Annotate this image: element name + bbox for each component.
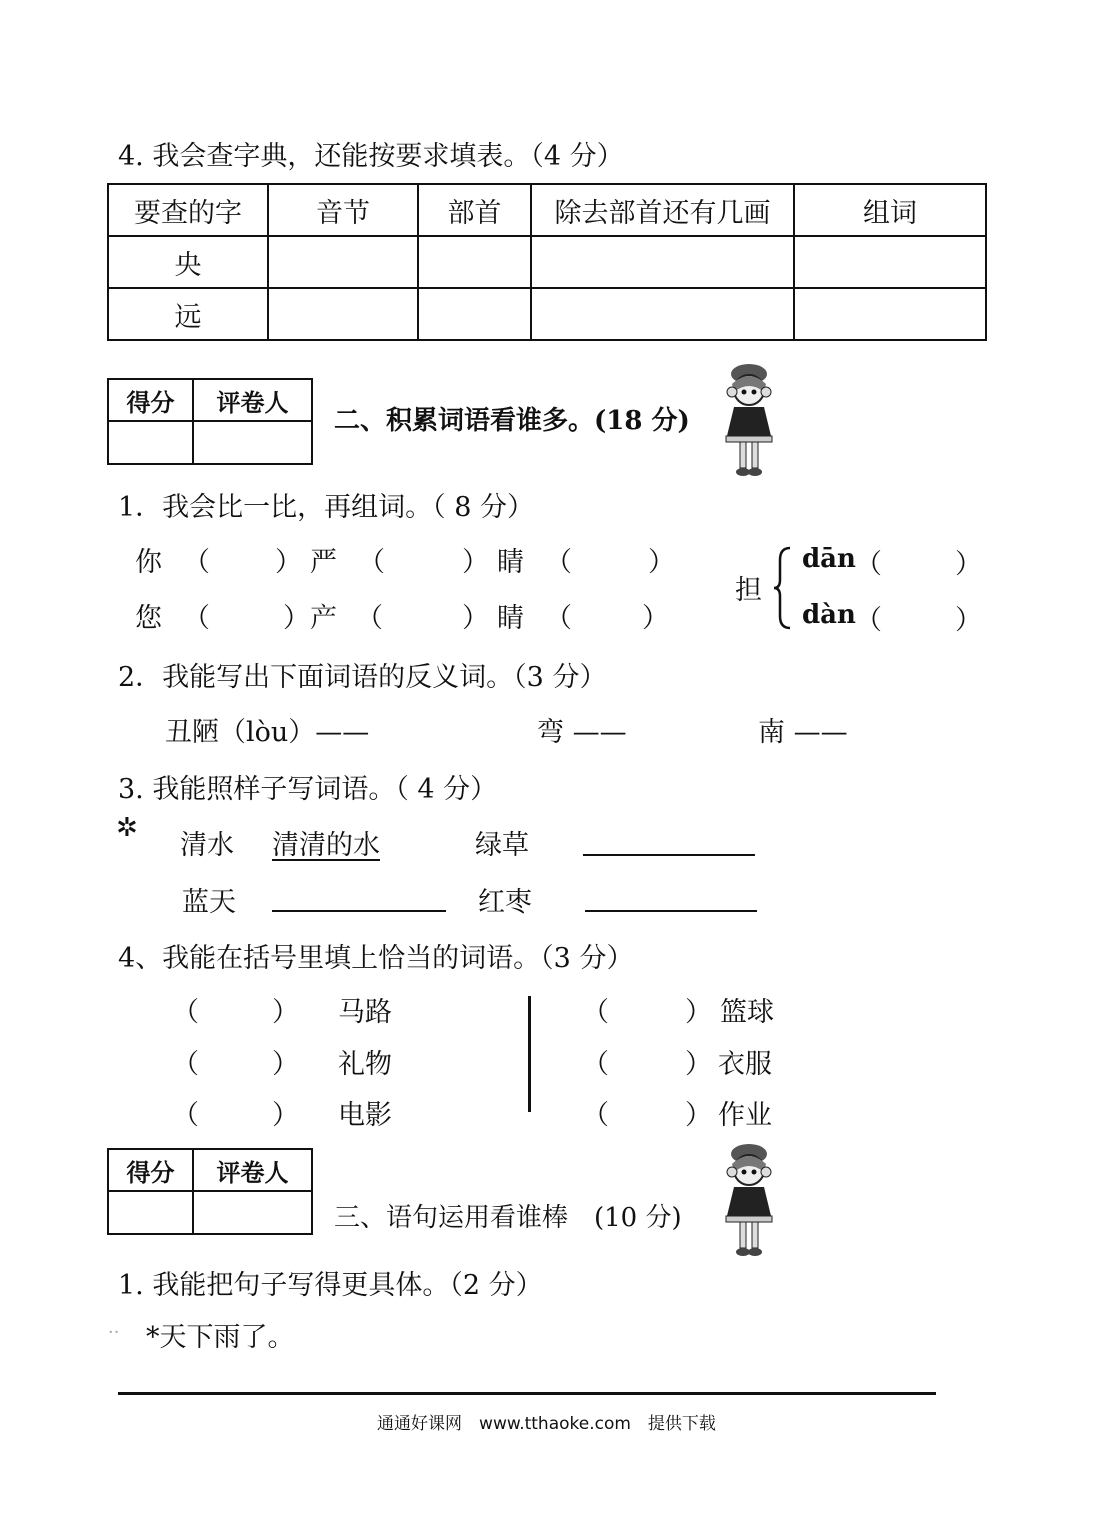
- paren-open: （: [356, 603, 383, 634]
- paren-open: （: [545, 547, 572, 578]
- pattern-word: 蓝天: [182, 887, 236, 918]
- dict-header-syllable: 音节: [268, 184, 418, 236]
- example-answer: 清清的水: [272, 830, 380, 861]
- grader-label: 评卷人: [193, 379, 312, 421]
- paren-close: ）: [272, 997, 299, 1028]
- grader-label: 评卷人: [193, 1149, 312, 1191]
- s2-q2-title: 2．我能写出下面词语的反义词。（3 分）: [118, 662, 607, 693]
- paren-close: ）: [685, 1049, 712, 1080]
- dict-row-char: 远: [108, 288, 268, 340]
- dict-cell-blank[interactable]: [268, 288, 418, 340]
- paren-open: （: [582, 1049, 609, 1080]
- answer-blank[interactable]: [583, 854, 755, 856]
- dict-row-char: 央: [108, 236, 268, 288]
- footer-rule: [118, 1392, 936, 1395]
- pinyin-dan4: dàn: [802, 600, 856, 630]
- antonym-word: 丑陋（lòu）——: [165, 717, 370, 748]
- dict-header-words: 组词: [794, 184, 986, 236]
- paren-close: ）: [642, 603, 669, 634]
- paren-open: （: [183, 547, 210, 578]
- pattern-word: 红枣: [478, 887, 532, 918]
- score-cell[interactable]: [108, 421, 193, 464]
- antonym-word: 弯 ——: [537, 717, 627, 748]
- dict-cell-blank[interactable]: [531, 236, 794, 288]
- paren-open: （: [183, 603, 210, 634]
- s2-q3-title: 3. 我能照样子写词语。（ 4 分）: [118, 774, 498, 805]
- compare-char: 睛: [497, 547, 524, 578]
- paren-open: （: [582, 1100, 609, 1131]
- paren-close: ）: [648, 547, 675, 578]
- dict-cell-blank[interactable]: [531, 288, 794, 340]
- paren-close: ）: [955, 605, 982, 636]
- s3-q1-title: 1. 我能把句子写得更具体。（2 分）: [118, 1270, 543, 1301]
- pattern-word: 绿草: [475, 830, 529, 861]
- fill-word: 篮球: [720, 997, 774, 1028]
- paren-open: （: [172, 1049, 199, 1080]
- paren-close: ）: [283, 603, 310, 634]
- divider: [528, 996, 531, 1112]
- section2-title: 二、积累词语看谁多。(18 分): [334, 406, 690, 436]
- girl-illustration: [714, 362, 784, 482]
- score-box: [107, 378, 313, 465]
- dict-header-char: 要查的字: [108, 184, 268, 236]
- score-label: 得分: [108, 1149, 193, 1191]
- dot-marker: ··: [108, 1322, 120, 1343]
- answer-blank[interactable]: [272, 910, 446, 912]
- polyphone-char: 担: [735, 575, 762, 606]
- sentence: *天下雨了。: [146, 1322, 295, 1353]
- s2-q1-title: 1．我会比一比，再组词。（ 8 分）: [118, 492, 535, 523]
- pinyin-dan1: dān: [802, 544, 856, 574]
- score-cell[interactable]: [108, 1191, 193, 1234]
- fill-word: 礼物: [338, 1049, 392, 1080]
- paren-close: ）: [462, 603, 489, 634]
- paren-close: ）: [272, 1049, 299, 1080]
- compare-char: 睛: [497, 603, 524, 634]
- paren-close: ）: [955, 549, 982, 580]
- paren-open: （: [172, 1100, 199, 1131]
- dict-cell-blank[interactable]: [418, 236, 531, 288]
- grader-cell[interactable]: [193, 421, 312, 464]
- brace-icon: [772, 546, 794, 630]
- paren-open: （: [545, 603, 572, 634]
- fill-word: 作业: [718, 1100, 772, 1131]
- dict-cell-blank[interactable]: [268, 236, 418, 288]
- girl-illustration: [714, 1142, 784, 1262]
- section3-title: 三、语句运用看谁棒 (10 分): [334, 1203, 682, 1233]
- score-label: 得分: [108, 379, 193, 421]
- paren-open: （: [358, 547, 385, 578]
- grader-cell[interactable]: [193, 1191, 312, 1234]
- paren-open: （: [582, 997, 609, 1028]
- dict-cell-blank[interactable]: [794, 236, 986, 288]
- star-icon: ✲: [116, 813, 138, 843]
- compare-char: 严: [310, 547, 337, 578]
- fill-word: 马路: [338, 997, 392, 1028]
- score-box: [107, 1148, 313, 1235]
- paren-close: ）: [272, 1100, 299, 1131]
- compare-char: 你: [135, 547, 162, 578]
- dict-header-radical: 部首: [418, 184, 531, 236]
- compare-char: 产: [310, 603, 337, 634]
- antonym-word: 南 ——: [758, 717, 848, 748]
- paren-open: （: [172, 997, 199, 1028]
- dict-header-strokes: 除去部首还有几画: [531, 184, 794, 236]
- dict-table: [107, 183, 987, 341]
- fill-word: 电影: [338, 1100, 392, 1131]
- dict-cell-blank[interactable]: [418, 288, 531, 340]
- compare-char: 您: [135, 603, 162, 634]
- answer-blank[interactable]: [585, 910, 757, 912]
- dict-cell-blank[interactable]: [794, 288, 986, 340]
- paren-close: ）: [462, 547, 489, 578]
- example-word: 清水: [180, 830, 234, 861]
- footer-text: 通通好课网 www.tthaoke.com 提供下载: [377, 1414, 716, 1434]
- paren-open: （: [855, 605, 882, 636]
- q4-title: 4. 我会查字典，还能按要求填表。（4 分）: [118, 141, 624, 172]
- paren-close: ）: [685, 1100, 712, 1131]
- s2-q4-title: 4、我能在括号里填上恰当的词语。（3 分）: [118, 943, 634, 974]
- paren-open: （: [855, 549, 882, 580]
- paren-close: ）: [685, 997, 712, 1028]
- fill-word: 衣服: [718, 1049, 772, 1080]
- paren-close: ）: [275, 547, 302, 578]
